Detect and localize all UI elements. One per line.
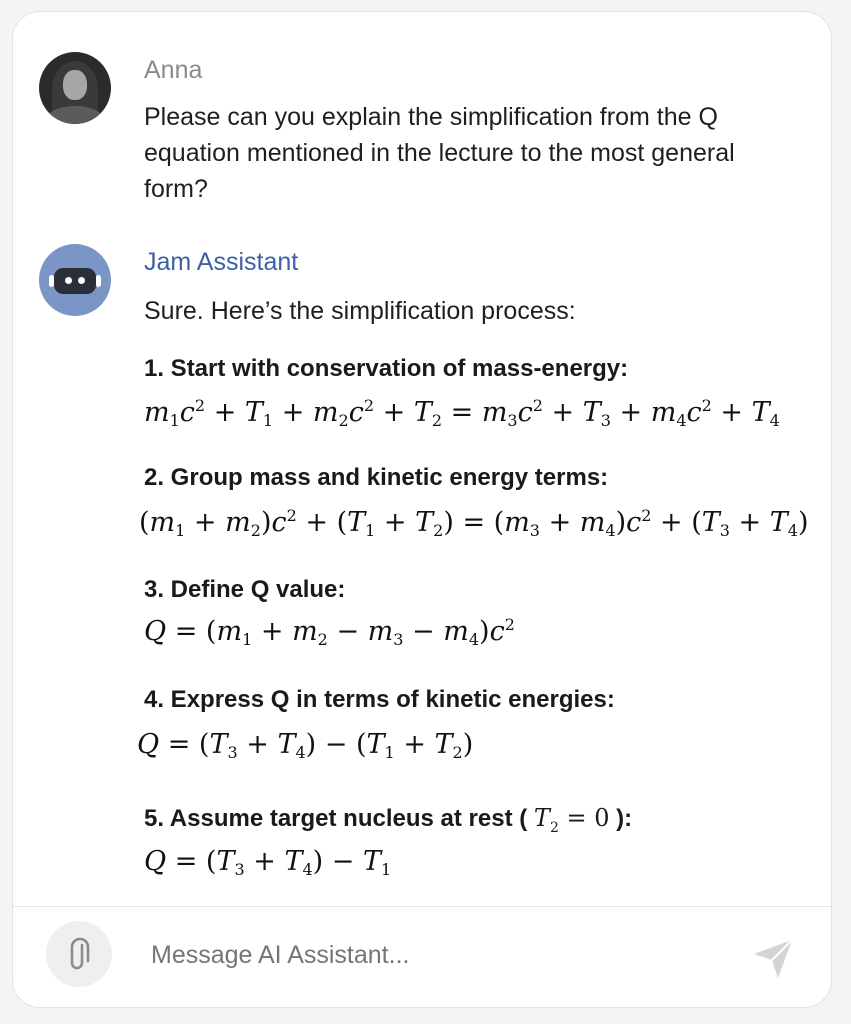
robot-icon [54, 268, 96, 294]
assistant-intro: Sure. Here’s the simplification process: [144, 297, 576, 325]
assistant-avatar [39, 244, 111, 316]
user-message: Please can you explain the simplification from the Q equation mentioned in the lecture to the most general form? [144, 103, 735, 203]
send-button[interactable] [748, 932, 798, 982]
step-1-title: 1. Start with conservation of mass-energy: [144, 355, 629, 382]
step-2-title: 2. Group mass and kinetic energy terms: [144, 464, 609, 491]
equation-1: $m_1c^2 + T_1 + m_2c^2 + T_2 = m_3c^2 + T_3 + m_4c^2 + T_4$ [144, 396, 780, 430]
equation-5: $Q = (T_3 + T_4) - T_1$ [144, 846, 392, 879]
attach-button[interactable] [46, 921, 112, 987]
paperclip-icon [46, 921, 112, 987]
chat-window [12, 11, 832, 1008]
composer-divider [13, 906, 832, 907]
message-input[interactable] [149, 940, 713, 971]
step-3-title: 3. Define Q value: [144, 576, 346, 603]
equation-3: $Q = (m_1 + m_2 - m_3 - m_4)c^2$ [144, 615, 515, 649]
user-name: Anna [144, 56, 203, 84]
step-5-title-text: 5. Assume target nucleus at rest [144, 805, 513, 832]
assistant-name: Jam Assistant [144, 248, 299, 276]
step-4-title: 4. Express Q in terms of kinetic energies: [144, 686, 615, 713]
equation-4: $Q = (T_3 + T_4) - (T_1 + T_2)$ [137, 729, 474, 762]
user-avatar [39, 52, 111, 124]
step-5-title: 5. Assume target nucleus at rest ( $T_2 = 0$ ): [144, 804, 633, 836]
equation-2: $(m_1 + m_2)c^2 + (T_1 + T_2) = (m_3 + m_4)c^2 + (T_3 + T_4)$ [139, 506, 809, 540]
step-5-colon: : [624, 805, 633, 832]
send-icon [748, 932, 798, 982]
